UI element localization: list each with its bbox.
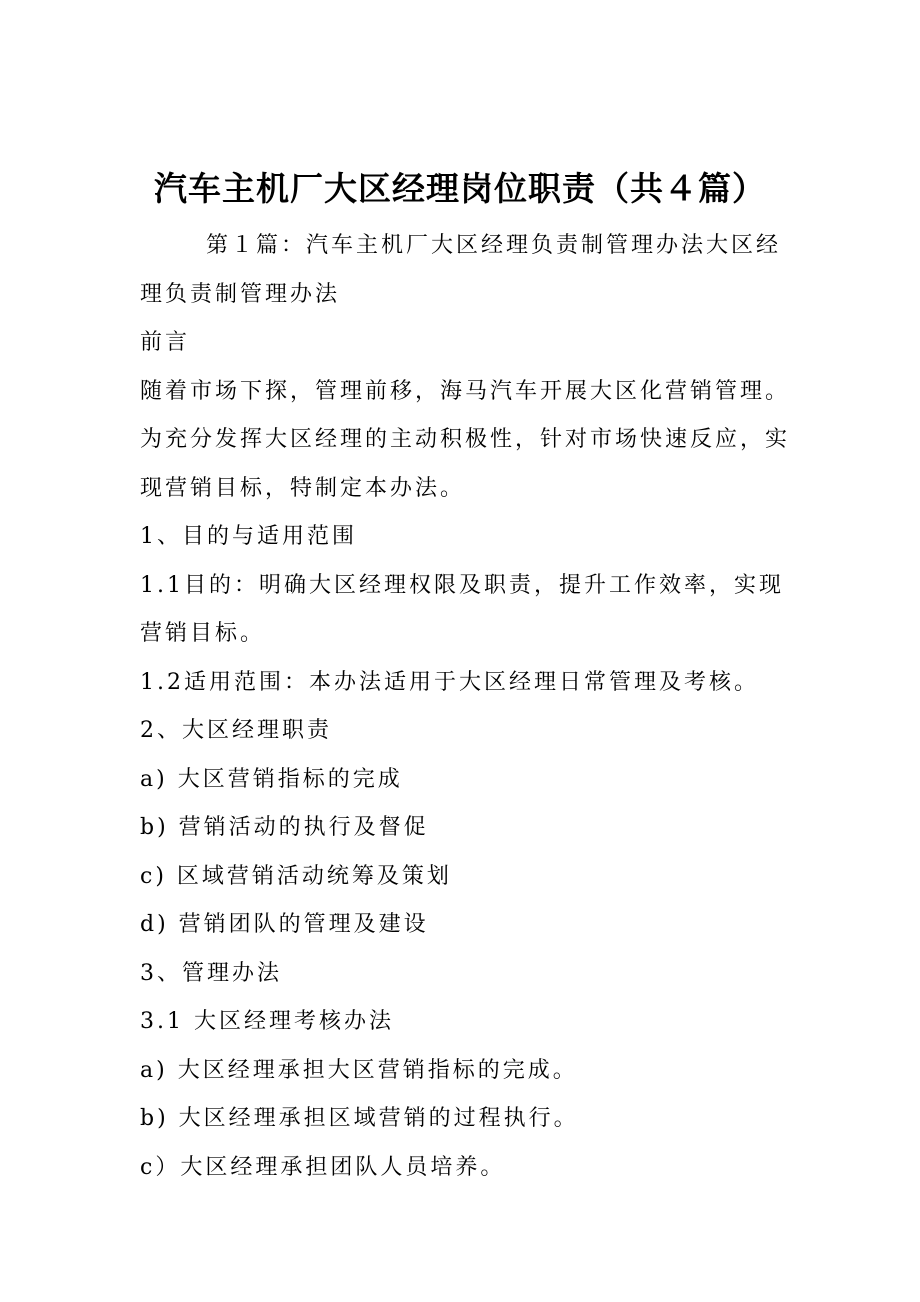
document-title: 汽车主机厂大区经理岗位职责（共４篇） [154, 169, 766, 209]
list-item: c）大区经理承担团队人员培养。 [140, 1154, 506, 1180]
list-item: a) 大区经理承担大区营销指标的完成。 [140, 1057, 578, 1083]
section-heading-duties: 2、大区经理职责 [140, 718, 332, 743]
paragraph-preface-heading: 前言 [140, 330, 191, 355]
section-heading-purpose-scope: 1、目的与适用范围 [140, 524, 357, 549]
list-item: c) 区域营销活动统筹及策划 [140, 863, 452, 889]
document-body [140, 222, 800, 1192]
section-heading-management: 3、管理办法 [140, 960, 282, 986]
list-item: d) 营销团队的管理及建设 [140, 912, 429, 937]
list-item: b) 大区经理承担区域营销的过程执行。 [140, 1106, 579, 1131]
paragraph-chapter-heading: 第１篇：汽车主机厂大区经理负责制管理办法大区经理负责制管理办法 [140, 233, 782, 307]
subsection-heading-assessment: 3.1 大区经理考核办法 [140, 1009, 394, 1034]
list-item: a) 大区营销指标的完成 [140, 766, 403, 792]
paragraph-purpose: 1.1目的：明确大区经理权限及职责，提升工作效率，实现营销目标。 [140, 572, 784, 646]
paragraph-scope: 1.2适用范围：本办法适用于大区经理日常管理及考核。 [140, 669, 759, 695]
paragraph-preface-text: 随着市场下探，管理前移，海马汽车开展大区化营销管理。为充分发挥大区经理的主动积极性，针对市场快速反应，实现营销目标，特制定本办法。 [140, 378, 791, 501]
list-item: b) 营销活动的执行及督促 [140, 815, 429, 840]
